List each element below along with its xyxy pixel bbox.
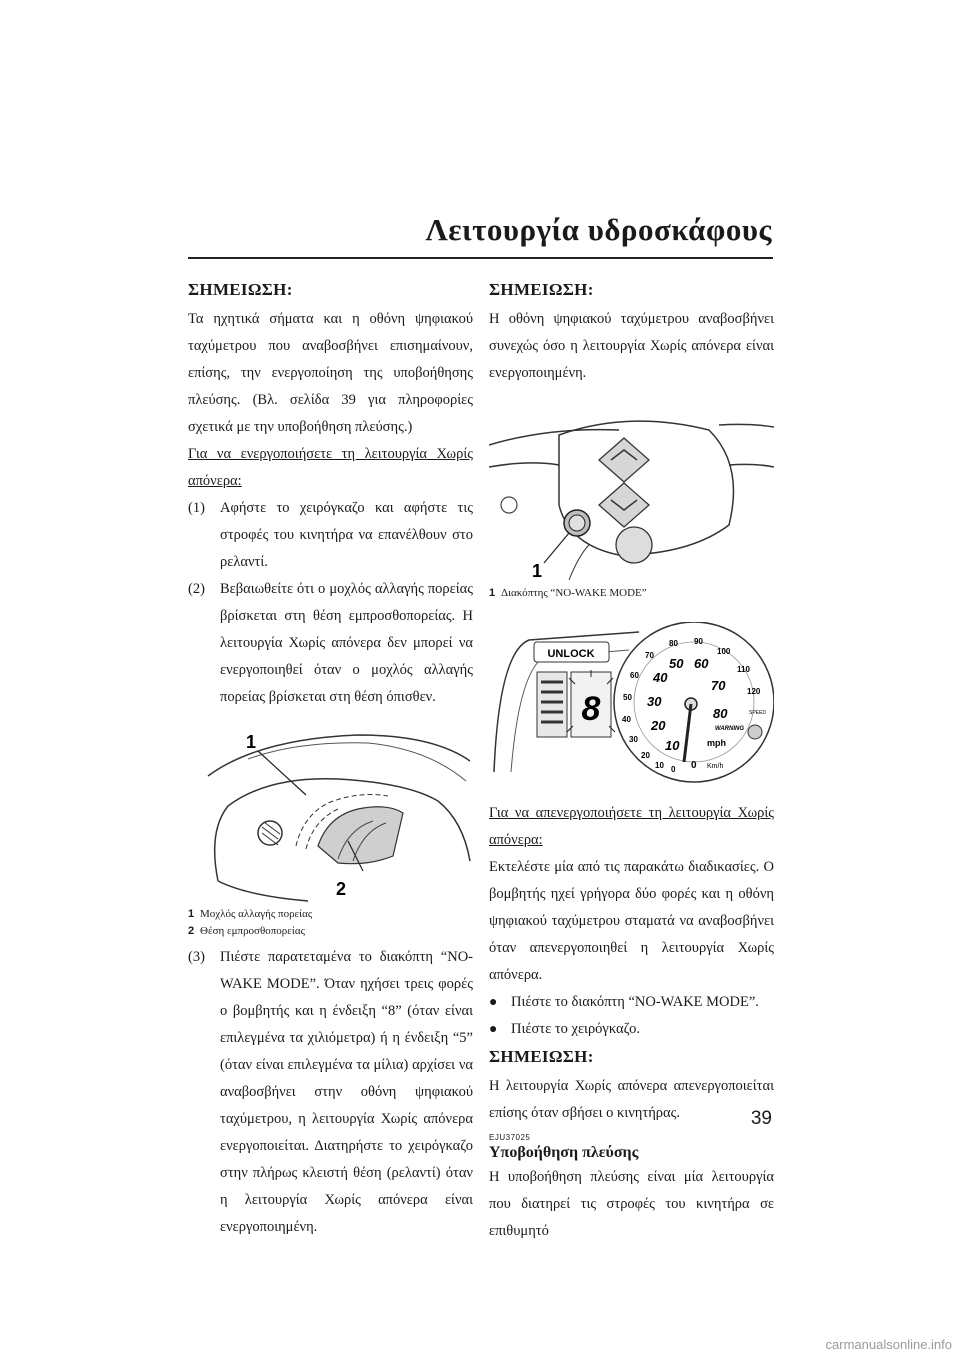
page-header-title: Λειτουργία υδροσκάφους bbox=[425, 212, 772, 247]
step-number: (1) bbox=[188, 500, 205, 516]
caption-number: 1 bbox=[489, 587, 496, 599]
bullet-text: Πιέστε το διακόπτη “NO-WAKE MODE”. bbox=[511, 994, 759, 1010]
note-heading: ΣΗΜΕΙΩΣΗ: bbox=[489, 1047, 594, 1066]
note-heading: ΣΗΜΕΙΩΣΗ: bbox=[188, 280, 293, 299]
mph-unit: mph bbox=[707, 738, 726, 748]
kmh-tick: 100 bbox=[717, 647, 731, 656]
figure-label-2: 2 bbox=[336, 879, 347, 899]
mph-tick: 40 bbox=[653, 670, 668, 685]
deactivate-heading: Για να απενεργοποιήσετε τη λειτουργία Χωρίς απόνερα: bbox=[489, 805, 774, 848]
bullet-item bbox=[489, 1016, 774, 1043]
mph-tick: 60 bbox=[694, 656, 709, 671]
kmh-tick: 20 bbox=[641, 751, 650, 760]
bullet-item bbox=[489, 989, 774, 1016]
mph-tick: 50 bbox=[669, 656, 684, 671]
cruise-assist-text: Η υποβοήθηση πλεύσης είναι μία λειτουργία που διατηρεί τις στροφές του κινητήρα σε επιθυμητό bbox=[489, 1169, 774, 1239]
speed-label: SPEED bbox=[749, 710, 766, 716]
kmh-tick: 60 bbox=[630, 671, 639, 680]
kmh-tick: 70 bbox=[645, 651, 654, 660]
kmh-tick: 110 bbox=[737, 665, 750, 674]
kmh-tick: 90 bbox=[694, 637, 703, 646]
reference-code: EJU37025 bbox=[489, 1133, 531, 1142]
kmh-tick: 0 bbox=[671, 765, 676, 774]
no-wake-switch-figure bbox=[489, 405, 774, 602]
step-2 bbox=[188, 576, 473, 711]
step-number: (2) bbox=[188, 581, 205, 597]
cruise-assist-heading: Υποβοήθηση πλεύσης bbox=[489, 1144, 639, 1161]
note-text: Τα ηχητικά σήματα και η οθόνη ψηφιακού ταχύμετρου που αναβοσβήνει επισημαίνουν, επίσης, την ενεργοποίηση της υποβοήθησης πλεύσης. (Βλ. σελίδα 39 για πληροφορίες σχετικά με την υποβοήθηση πλεύσης.) bbox=[188, 311, 473, 435]
figure-caption bbox=[188, 906, 473, 923]
step-text: Αφήστε το χειρόγκαζο και αφήστε τις στροφές του κινητήρα να επανέλθουν στο ρελαντί. bbox=[220, 500, 473, 570]
page-number: 39 bbox=[750, 1108, 772, 1129]
note-text: Η λειτουργία Χωρίς απόνερα απενεργοποιείται επίσης όταν σβήσει ο κινητήρας. bbox=[489, 1078, 774, 1121]
right-column bbox=[489, 280, 774, 1245]
figure-caption bbox=[489, 585, 774, 602]
caption-number: 1 bbox=[188, 908, 195, 920]
figure-label-1: 1 bbox=[532, 561, 543, 581]
header-rule bbox=[188, 257, 773, 259]
deactivate-text: Εκτελέστε μία από τις παρακάτω διαδικασίες. Ο βομβητής ηχεί γρήγορα δύο φορές και η οθόνη ψηφιακού ταχύμετρου σταματά να αναβοσβήνει όταν απενεργοποιηθεί η λειτουργία Χωρίς απόνερα. bbox=[489, 859, 774, 983]
mph-tick: 20 bbox=[651, 718, 666, 733]
kmh-tick: 10 bbox=[655, 761, 664, 770]
left-column bbox=[188, 280, 473, 1241]
kmh-tick: 120 bbox=[747, 687, 761, 696]
note-heading: ΣΗΜΕΙΩΣΗ: bbox=[489, 280, 594, 299]
kmh-tick: 50 bbox=[623, 693, 632, 702]
mph-tick: 30 bbox=[647, 694, 662, 709]
shift-lever-figure bbox=[188, 721, 473, 940]
speedometer-figure bbox=[489, 622, 774, 792]
kmh-tick: 30 bbox=[629, 735, 638, 744]
speedometer-illustration bbox=[489, 622, 774, 792]
bullet-dot-icon: ● bbox=[489, 995, 498, 1010]
figure-label-1: 1 bbox=[246, 732, 257, 752]
step-1 bbox=[188, 495, 473, 576]
step-text: Βεβαιωθείτε ότι ο μοχλός αλλαγής πορείας βρίσκεται στη θέση εμπροσθοπορείας. Η λειτουργία Χωρίς απόνερα δεν μπορεί να ενεργοποιηθεί όταν ο μοχλός αλλαγής πορείας βρίσκεται στη θέση όπισθεν. bbox=[220, 581, 473, 705]
zero-label: 0 bbox=[691, 760, 697, 771]
watermark: carmanualsonline.info bbox=[825, 1337, 952, 1352]
flashing-digit: 8 bbox=[581, 690, 601, 728]
no-wake-switch-illustration bbox=[489, 405, 774, 585]
step-text: Πιέστε παρατεταμένα το διακόπτη “NO-WAKE MODE”. Όταν ηχήσει τρεις φορές ο βομβητής και η ένδειξη “8” (όταν είναι επιλεγμένα τα χιλιόμετρα) ή η ένδειξη “5” (όταν είναι επιλεγμένα τα μίλια) αρχίσει να αναβοσβήνει στην οθόνη ψηφιακού ταχύμετρου, η λειτουργία Χωρίς απόνερα ενεργοποιείται. Διατηρήστε το χειρόγκαζο στην πλήρως κλειστή θέση (ρελαντί) όταν η λειτουργία Χωρίς απόνερα είναι ενεργοποιημένη. bbox=[220, 949, 473, 1235]
shift-lever-illustration bbox=[188, 721, 473, 906]
figure-caption bbox=[188, 923, 473, 940]
activate-heading: Για να ενεργοποιήσετε τη λειτουργία Χωρίς απόνερα: bbox=[188, 446, 473, 489]
step-number: (3) bbox=[188, 949, 205, 965]
mph-tick: 10 bbox=[665, 738, 680, 753]
unlock-label: UNLOCK bbox=[547, 648, 595, 660]
bullet-dot-icon: ● bbox=[489, 1022, 498, 1037]
mph-tick: 80 bbox=[713, 706, 728, 721]
caption-text: Διακόπτης “NO-WAKE MODE” bbox=[501, 587, 647, 599]
kmh-tick: 40 bbox=[622, 715, 631, 724]
bullet-text: Πιέστε το χειρόγκαζο. bbox=[511, 1021, 640, 1037]
caption-number: 2 bbox=[188, 925, 195, 937]
mph-tick: 70 bbox=[711, 678, 726, 693]
warning-label: WARNING bbox=[715, 726, 744, 732]
note-text: Η οθόνη ψηφιακού ταχύμετρου αναβοσβήνει συνεχώς όσο η λειτουργία Χωρίς απόνερα είναι ενεργοποιημένη. bbox=[489, 311, 774, 381]
caption-text: Θέση εμπροσθοπορείας bbox=[200, 925, 305, 937]
kmh-unit: Km/h bbox=[707, 763, 724, 770]
kmh-tick: 80 bbox=[669, 639, 678, 648]
step-3 bbox=[188, 944, 473, 1241]
caption-text: Μοχλός αλλαγής πορείας bbox=[200, 908, 313, 920]
